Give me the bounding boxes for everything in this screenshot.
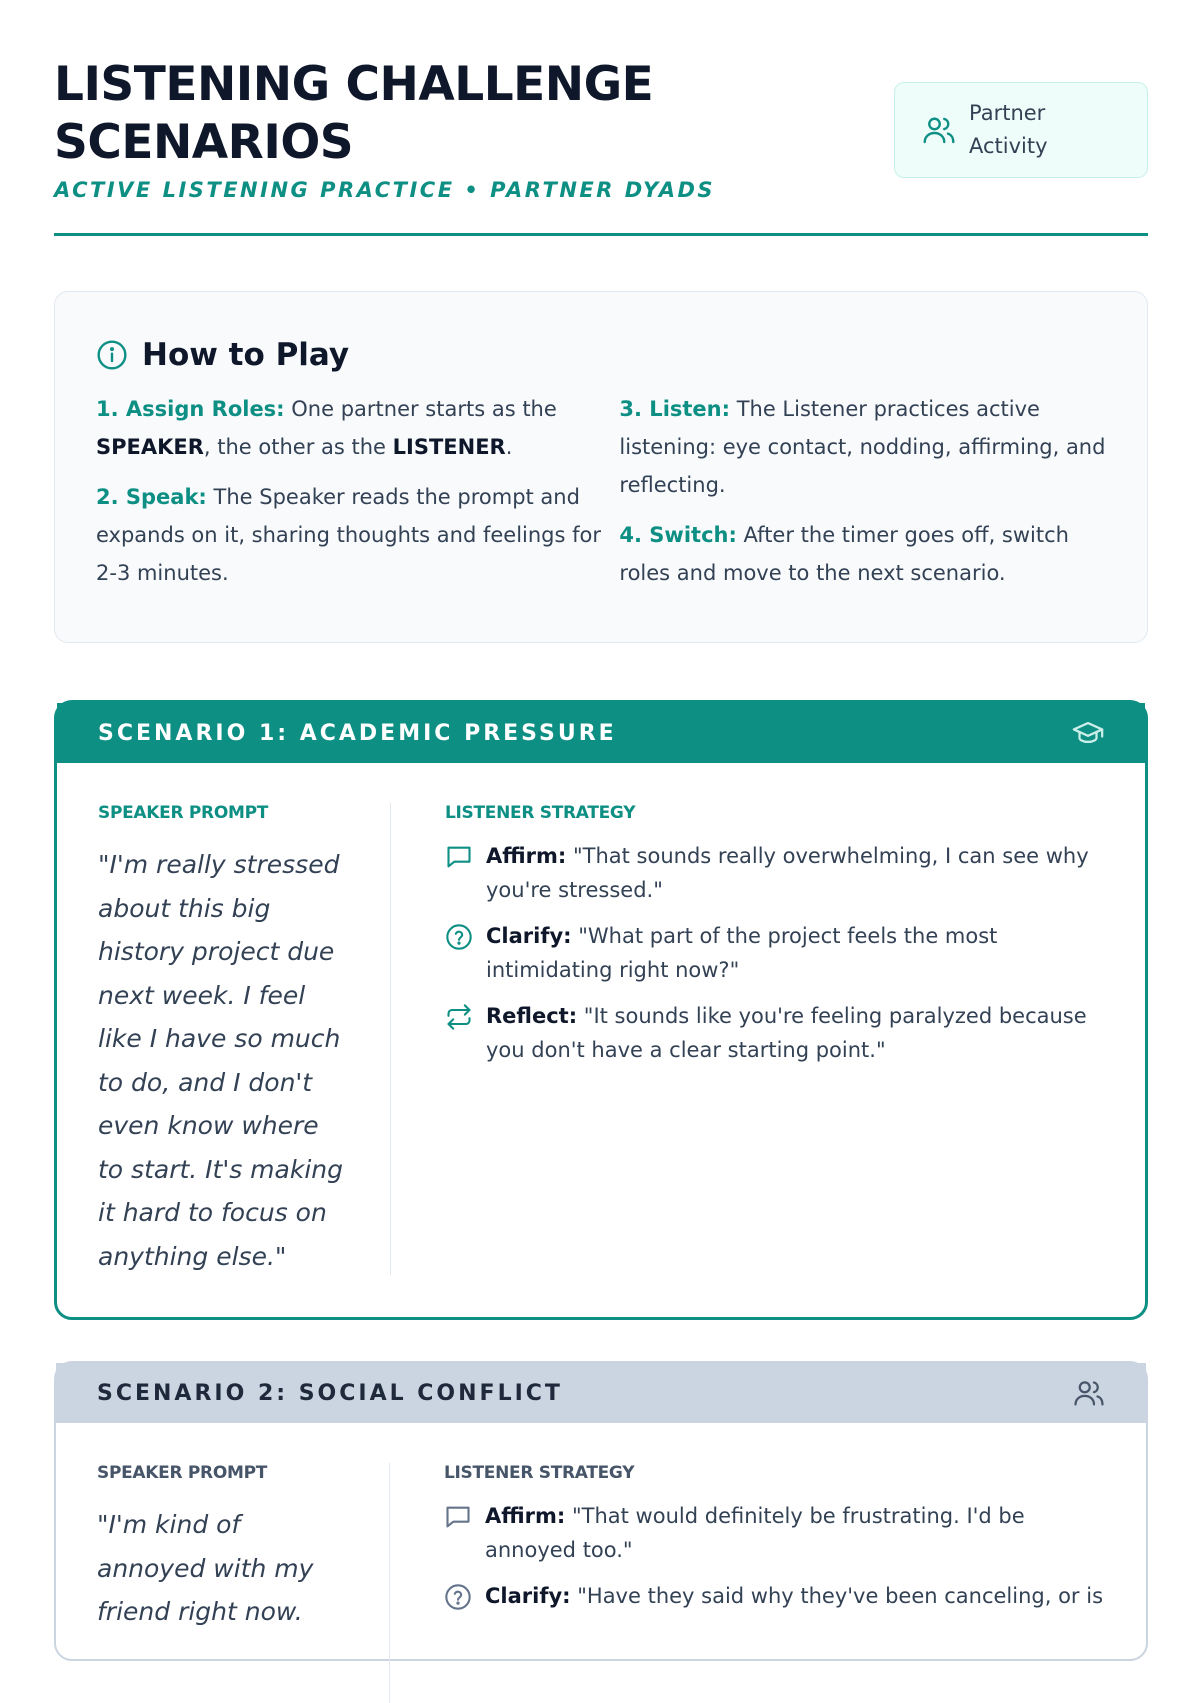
speaker-role: SPEAKER: [96, 435, 204, 459]
steps-column-left: [96, 390, 619, 604]
step-1: [96, 390, 619, 466]
step-4: [619, 516, 1107, 592]
step-text: One partner starts as the: [284, 397, 557, 421]
strategy-reflect: [445, 999, 1111, 1067]
repeat-icon: [445, 1003, 473, 1031]
strategy-clarify: [445, 919, 1111, 987]
help-circle-icon: [445, 923, 473, 951]
page-title: LISTENING CHALLENGE SCENARIOS: [54, 57, 654, 170]
strategy-text: "It sounds like you're feeling paralyzed because you don't have a clear starting point.": [486, 1004, 1087, 1062]
listener-strategy-label: LISTENER STRATEGY: [445, 803, 636, 823]
strategy-affirm: [444, 1499, 1110, 1567]
step-label: 4. Switch:: [619, 523, 737, 547]
step-label: 1. Assign Roles:: [96, 397, 285, 421]
strategy-label: Affirm:: [485, 1504, 566, 1528]
scenario-header: [56, 1363, 1146, 1423]
strategy-label: Reflect:: [486, 1004, 578, 1028]
page-header: [54, 56, 1148, 236]
strategy-text: "That sounds really overwhelming, I can see why you're stressed.": [486, 844, 1089, 902]
header-divider: [54, 233, 1148, 236]
step-text: The Speaker reads the prompt and expands on it, sharing thoughts and feelings for 2-3 minutes.: [96, 485, 601, 585]
strategy-label: Clarify:: [485, 1584, 571, 1608]
step-text: The Listener practices active listening: eye contact, nodding, affirming, and reflecting.: [619, 397, 1106, 497]
speaker-prompt-column: [98, 803, 391, 1275]
badge-label: Partner Activity: [969, 101, 1048, 158]
step-3: [619, 390, 1107, 504]
info-icon: [96, 339, 128, 371]
strategy-text: "What part of the project feels the most intimidating right now?": [486, 924, 998, 982]
users-icon: [1072, 1376, 1106, 1410]
speaker-prompt-column: [97, 1463, 390, 1703]
scenario-header: [57, 703, 1145, 763]
step-label: 3. Listen:: [619, 397, 731, 421]
strategy-affirm: [445, 839, 1111, 907]
listener-strategy-column: [390, 1463, 1110, 1703]
partner-activity-badge: [894, 82, 1148, 178]
listener-strategy-label: LISTENER STRATEGY: [444, 1463, 635, 1483]
step-label: 2. Speak:: [96, 485, 207, 509]
help-circle-icon: [444, 1583, 472, 1611]
strategy-label: Affirm:: [486, 844, 567, 868]
listener-strategy-column: [391, 803, 1111, 1275]
speaker-prompt-text: "I'm kind of annoyed with my friend right now.: [97, 1510, 314, 1626]
speaker-prompt-label: SPEAKER PROMPT: [97, 1463, 268, 1483]
step-text: .: [505, 435, 513, 459]
steps-column-right: [619, 390, 1107, 604]
strategy-clarify: [444, 1579, 1110, 1613]
strategy-label: Clarify:: [486, 924, 572, 948]
strategy-text: "Have they said why they've been canceling, or is: [570, 1584, 1104, 1608]
strategy-text: "That would definitely be frustrating. I'd be annoyed too.": [485, 1504, 1025, 1562]
how-to-play-panel: [54, 291, 1148, 643]
step-text: After the timer goes off, switch roles and move to the next scenario.: [619, 523, 1069, 585]
how-to-play-heading: [96, 330, 1107, 380]
how-to-play-title: How to Play: [142, 337, 350, 373]
message-square-icon: [445, 843, 473, 871]
step-2: [96, 478, 619, 592]
message-square-icon: [444, 1503, 472, 1531]
page-subtitle: ACTIVE LISTENING PRACTICE • PARTNER DYADS: [54, 178, 716, 202]
speaker-prompt-text: "I'm really stressed about this big history project due next week. I feel like I have so much to do, and I don't even know where to start. It's making it hard to focus on anything else.": [98, 850, 343, 1271]
graduation-cap-icon: [1071, 716, 1105, 750]
step-text: , the other as the: [203, 435, 393, 459]
scenario-card-1: [54, 700, 1148, 1320]
users-icon: [921, 112, 957, 148]
listener-role: LISTENER: [392, 435, 506, 459]
speaker-prompt-label: SPEAKER PROMPT: [98, 803, 269, 823]
scenario-title: SCENARIO 2: SOCIAL CONFLICT: [97, 1380, 563, 1406]
scenario-title: SCENARIO 1: ACADEMIC PRESSURE: [98, 720, 617, 746]
scenario-card-2: [54, 1361, 1148, 1661]
